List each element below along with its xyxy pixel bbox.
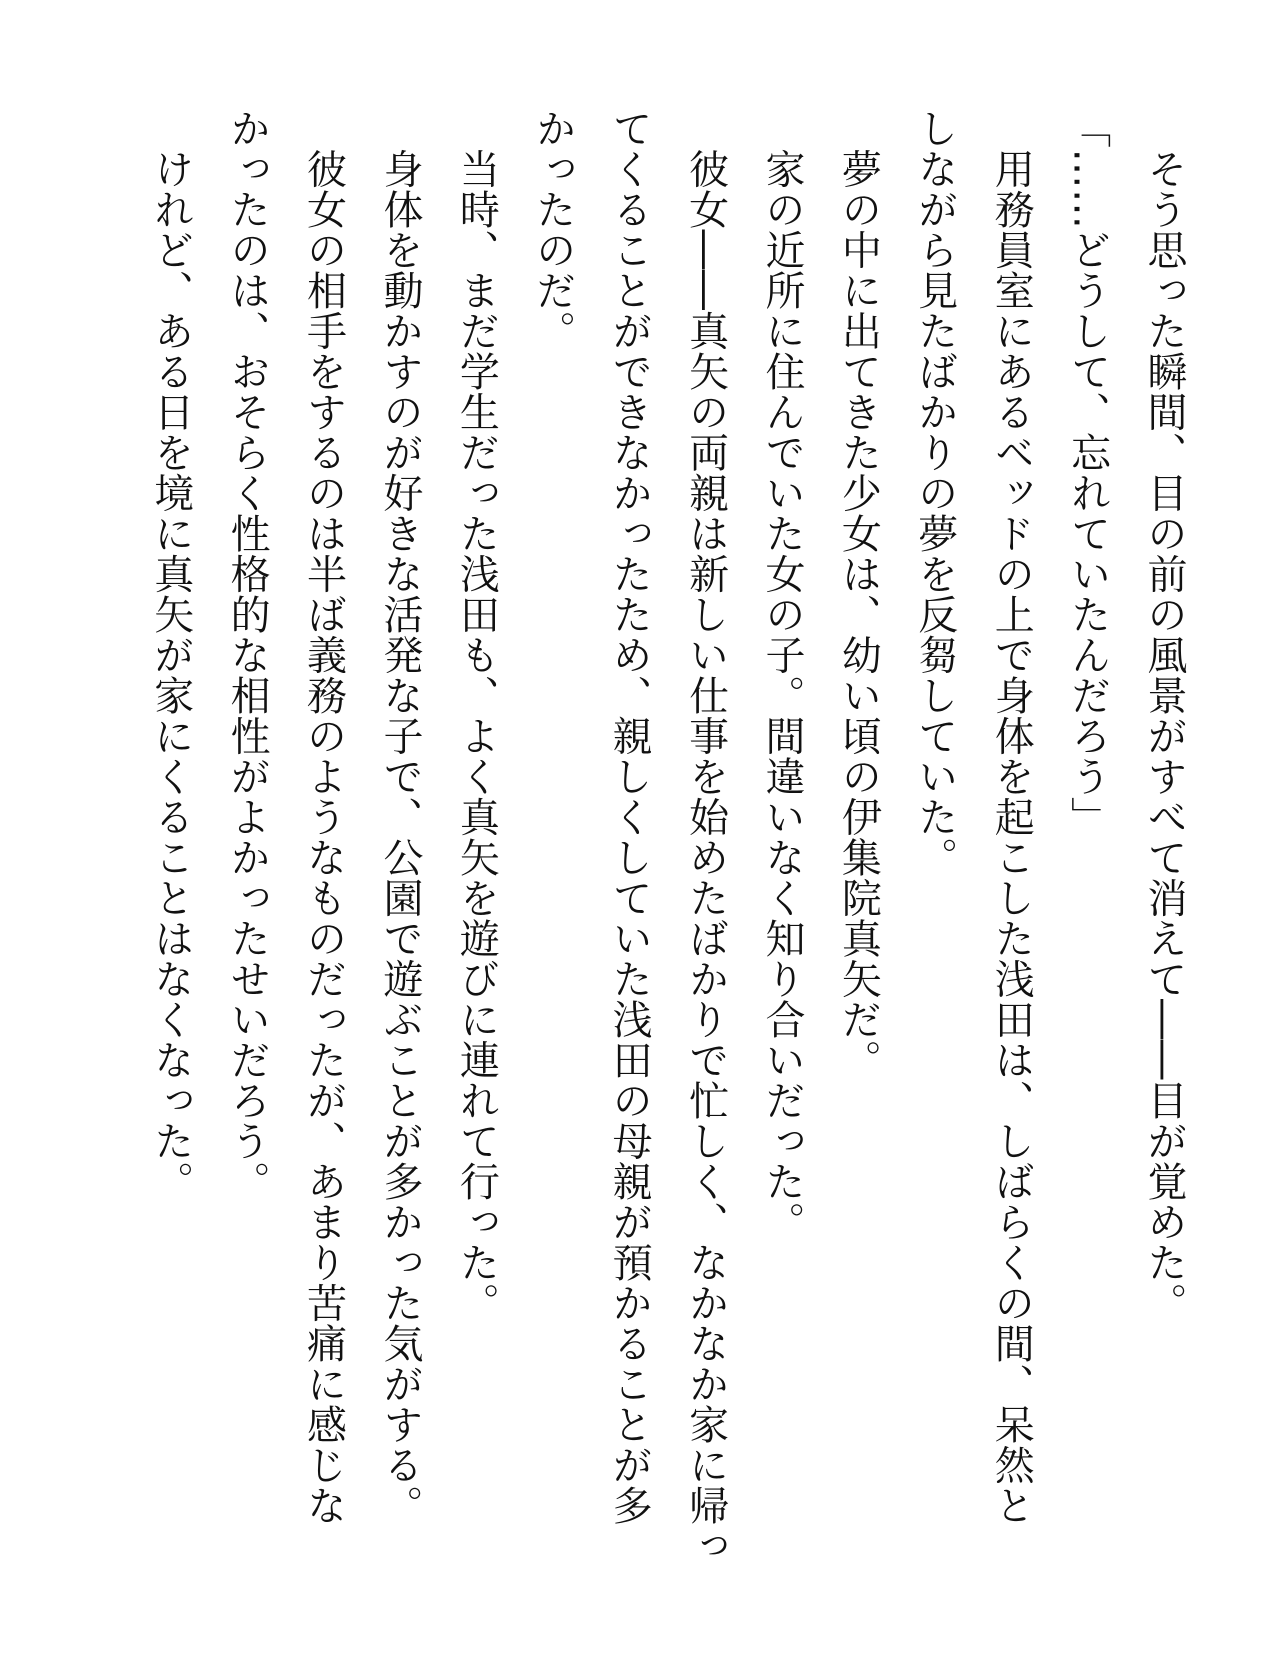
text-line: 用務員室にあるベッドの上で身体を起こした浅田は、しばらくの間、呆然と — [988, 108, 1035, 1526]
text-line: かったのは、おそらく性格的な相性がよかったせいだろう。 — [224, 108, 271, 1202]
text-line: 彼女の相手をするのは半ば義務のようなものだったが、あまり苦痛に感じな — [300, 108, 347, 1526]
text-line: かったのだ。 — [529, 108, 576, 351]
text-line: そう思った瞬間、目の前の風景がすべて消えて――目が覚めた。 — [1141, 108, 1187, 1323]
text-line: てくることができなかったため、親しくしていた浅田の母親が預かることが多 — [606, 108, 653, 1526]
text-line: 身体を動かすのが好きな活発な子で、公園で遊ぶことが多かった気がする。 — [376, 108, 423, 1526]
text-line: 当時、まだ学生だった浅田も、よく真矢を遊びに連れて行った。 — [453, 108, 500, 1323]
text-line: けれど、ある日を境に真矢が家にくることはなくなった。 — [147, 108, 194, 1202]
text-line: 夢の中に出てきた少女は、幼い頃の伊集院真矢だ。 — [835, 108, 882, 1080]
text-line: 家の近所に住んでいた女の子。間違いなく知り合いだった。 — [758, 108, 805, 1242]
vertical-text-body — [132, 108, 1202, 1578]
text-line: しながら見たばかりの夢を反芻していた。 — [911, 108, 958, 878]
text-line: 彼女――真矢の両親は新しい仕事を始めたばかりで忙しく、なかなか家に帰っ — [682, 108, 729, 1566]
text-line: 「……どうして、忘れていたんだろう」 — [1064, 108, 1111, 837]
